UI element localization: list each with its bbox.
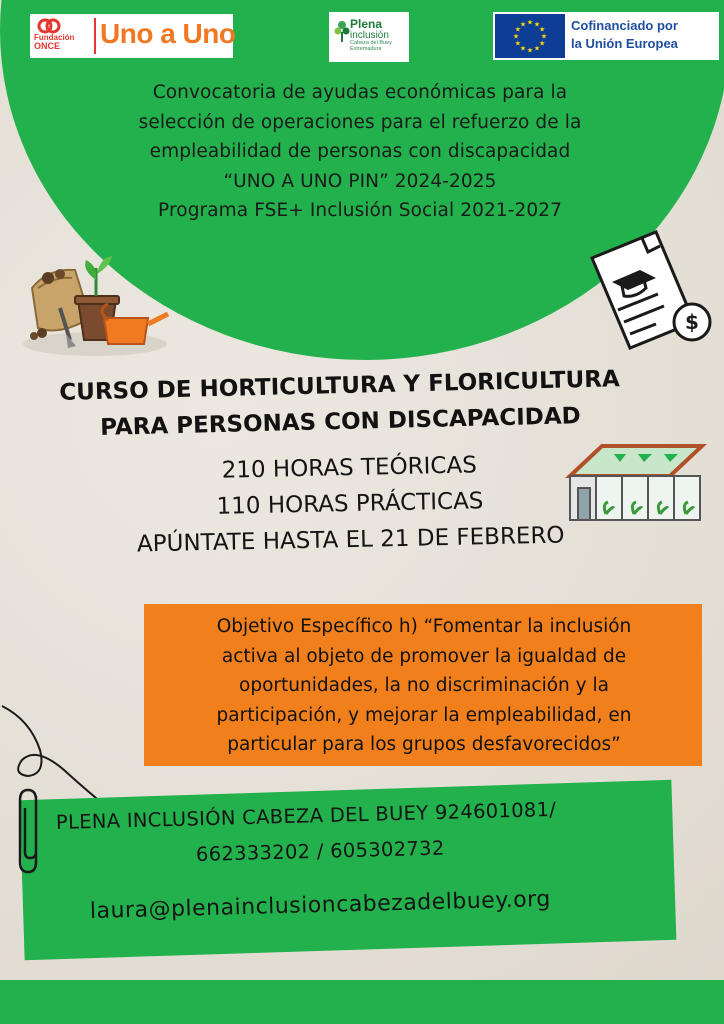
scholarship-document-icon [584,230,716,360]
course-title-line2: PARA PERSONAS CON DISCAPACIDAD [99,403,581,441]
objective-line: particular para los grupos desfavorecidos” [227,734,621,755]
plena-title-line2: inclusión [350,30,389,41]
practice-hours: 110 HORAS PRÁCTICAS [216,488,484,520]
plena-title [350,19,389,41]
paperclip-icon [16,786,46,876]
greenhouse-icon [566,442,706,524]
eu-text-line1: Cofinanciado por [571,18,678,33]
eu-star-icon: ★ [540,32,548,41]
plena-inclusion-logo-icon [334,20,350,42]
theory-hours: 210 HORAS TEÓRICAS [221,452,478,484]
registration-deadline: APÚNTATE HASTA EL 21 DE FEBRERO [136,522,565,558]
plena-subtitle-line1: Cabeza del Buey [350,40,392,46]
once-foundation-label: Fundación [34,33,75,42]
svg-text:$: $ [685,310,699,334]
call-description [60,78,660,226]
once-name-label: ONCE [34,41,61,51]
course-title-line1: CURSO DE HORTICULTURA Y FLORICULTURA [59,366,621,406]
objective-line: oportunidades, la no discriminación y la [239,675,609,696]
garden-tools-icon [20,248,170,358]
objective-line: activa al objeto de promover la igualdad de [221,645,627,667]
intro-line: Programa FSE+ Inclusión Social 2021-2027 [158,200,562,221]
plena-subtitle [350,40,392,52]
eu-star-icon: ★ [526,46,534,55]
plena-title-line1: Plena [350,17,383,31]
course-details [59,444,641,564]
contact-email[interactable]: laura@plenainclusioncabezadelbuey.org [89,886,552,924]
eu-star-icon: ★ [512,32,520,41]
intro-line: selección de operaciones para el refuerzo de la [138,111,582,133]
eu-star-icon: ★ [538,39,546,48]
eu-text [571,17,678,53]
objective-line: Objetivo Específico h) “Fomentar la inclusión [216,616,632,637]
intro-line: empleabilidad de personas con discapacidad [149,141,571,162]
eu-star-icon: ★ [533,20,541,29]
eu-star-icon: ★ [519,44,527,53]
eu-star-icon: ★ [533,44,541,53]
contact-phones: 662333202 / 605302732 [195,836,445,866]
objective-line: participación, y mejorar la empleabilidad, en [216,704,632,726]
eu-text-line2: la Unión Europea [571,36,678,51]
eu-cofinancing-logo [493,12,719,60]
plena-subtitle-line2: Extremadura [350,46,382,52]
intro-line: “UNO A UNO PIN” 2024-2025 [223,170,497,192]
eu-star-icon: ★ [514,25,522,34]
contact-organization-phone: PLENA INCLUSIÓN CABEZA DEL BUEY 924601081/ [55,797,557,834]
eu-star-icon: ★ [538,25,546,34]
intro-line: Convocatoria de ayudas económicas para la [152,82,568,103]
logo-divider [94,18,96,54]
eu-flag-icon [495,14,565,58]
eu-star-icon: ★ [519,20,527,29]
eu-star-icon: ★ [514,39,522,48]
plena-inclusion-logo [329,12,409,62]
fundacion-once-logo [30,14,236,58]
footer-bar [0,980,724,1024]
eu-star-icon: ★ [526,18,534,27]
objective-text [154,612,694,760]
uno-a-uno-brand: Uno a Uno [100,18,236,49]
